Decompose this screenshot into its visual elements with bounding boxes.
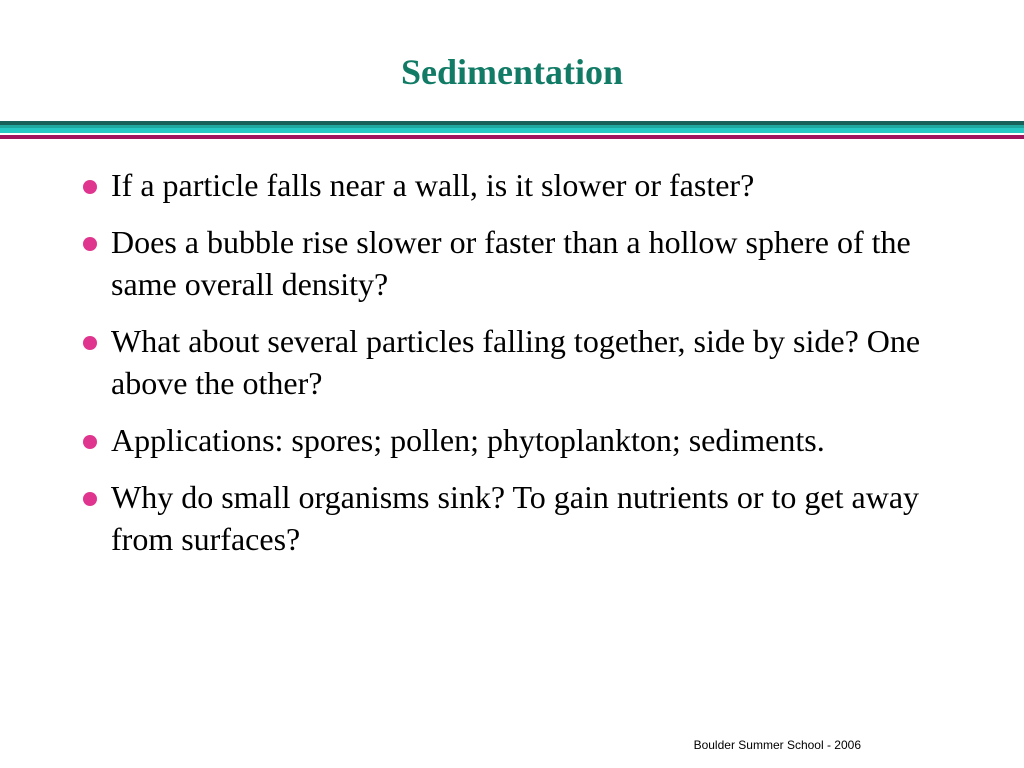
bullet-item: [80, 320, 960, 404]
bullet-text: Applications: spores; pollen; phytoplankton; sediments.: [111, 422, 825, 458]
divider-stripe-cyan: [0, 128, 1024, 133]
bullet-dot-icon: [83, 180, 97, 194]
bullet-item: [80, 164, 960, 206]
bullet-item: [80, 221, 960, 305]
slide-footer: Boulder Summer School - 2006: [693, 738, 861, 752]
divider-stripe-magenta: [0, 135, 1024, 139]
bullet-dot-icon: [83, 435, 97, 449]
bullet-dot-icon: [83, 492, 97, 506]
bullet-dot-icon: [83, 336, 97, 350]
title-divider: [0, 121, 1024, 141]
bullet-item: [80, 476, 960, 560]
bullet-text: Does a bubble rise slower or faster than a hollow sphere of the same overall density?: [111, 224, 911, 302]
bullet-text: If a particle falls near a wall, is it slower or faster?: [111, 167, 755, 203]
bullet-text: What about several particles falling together, side by side? One above the other?: [111, 323, 921, 401]
slide-title: Sedimentation: [400, 52, 623, 92]
bullet-dot-icon: [83, 237, 97, 251]
bullet-text: Why do small organisms sink? To gain nutrients or to get away from surfaces?: [111, 479, 920, 557]
bullet-item: [80, 419, 960, 461]
bullet-list: [80, 164, 960, 575]
